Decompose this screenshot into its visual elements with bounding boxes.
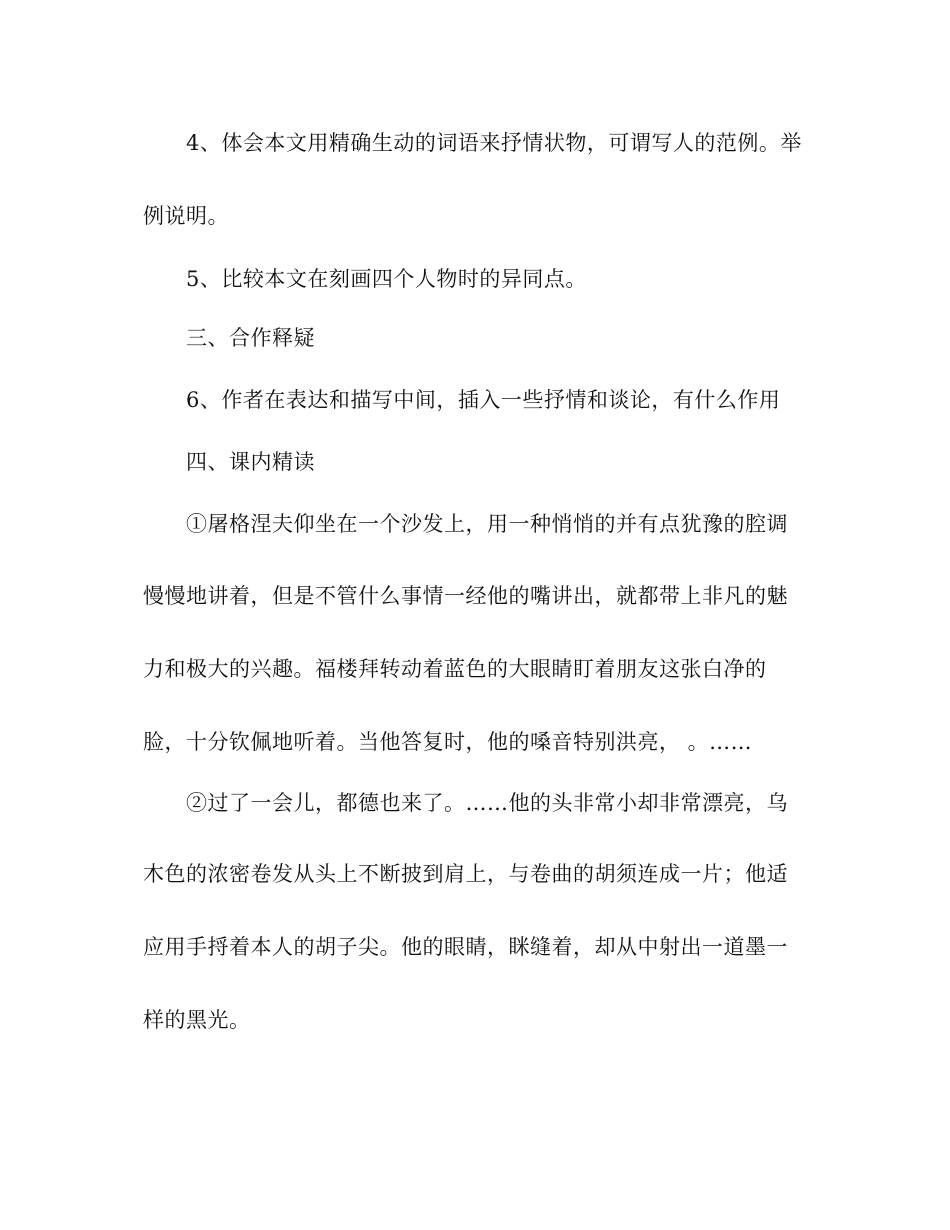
paragraph-line: 例说明。: [143, 204, 229, 228]
paragraph-line: 应用手捋着本人的胡子尖。他的眼睛，眯缝着，却从中射出一道墨一: [143, 935, 788, 959]
paragraph-line: 慢慢地讲着，但是不管什么事情一经他的嘴讲出，就都带上非凡的魅: [143, 584, 788, 608]
paragraph-line: ②过了一会儿，都德也来了。……他的头非常小却非常漂亮，乌: [186, 791, 788, 815]
paragraph-line: 6、作者在表达和描写中间，插入一些抒情和谈论，有什么作用: [186, 388, 781, 412]
paragraph-line: 力和极大的兴趣。福楼拜转动着蓝色的大眼睛盯着朋友这张白净的: [143, 657, 767, 681]
paragraph-line: 5、比较本文在刻画四个人物时的异同点。: [186, 267, 587, 291]
paragraph-line: 脸，十分钦佩地听着。当他答复时，他的嗓音特别洪亮， 。……: [143, 730, 753, 754]
paragraph-line: ①屠格涅夫仰坐在一个沙发上，用一种悄悄的并有点犹豫的腔调: [186, 512, 788, 536]
paragraph-line: 木色的浓密卷发从头上不断披到肩上，与卷曲的胡须连成一片；他适: [143, 862, 788, 886]
section-heading: 四、课内精读: [186, 450, 315, 474]
paragraph-line: 样的黑光。: [143, 1008, 251, 1032]
paragraph-line: 4、体会本文用精确生动的词语来抒情状物，可谓写人的范例。举: [186, 131, 802, 155]
section-heading: 三、合作释疑: [186, 326, 315, 350]
